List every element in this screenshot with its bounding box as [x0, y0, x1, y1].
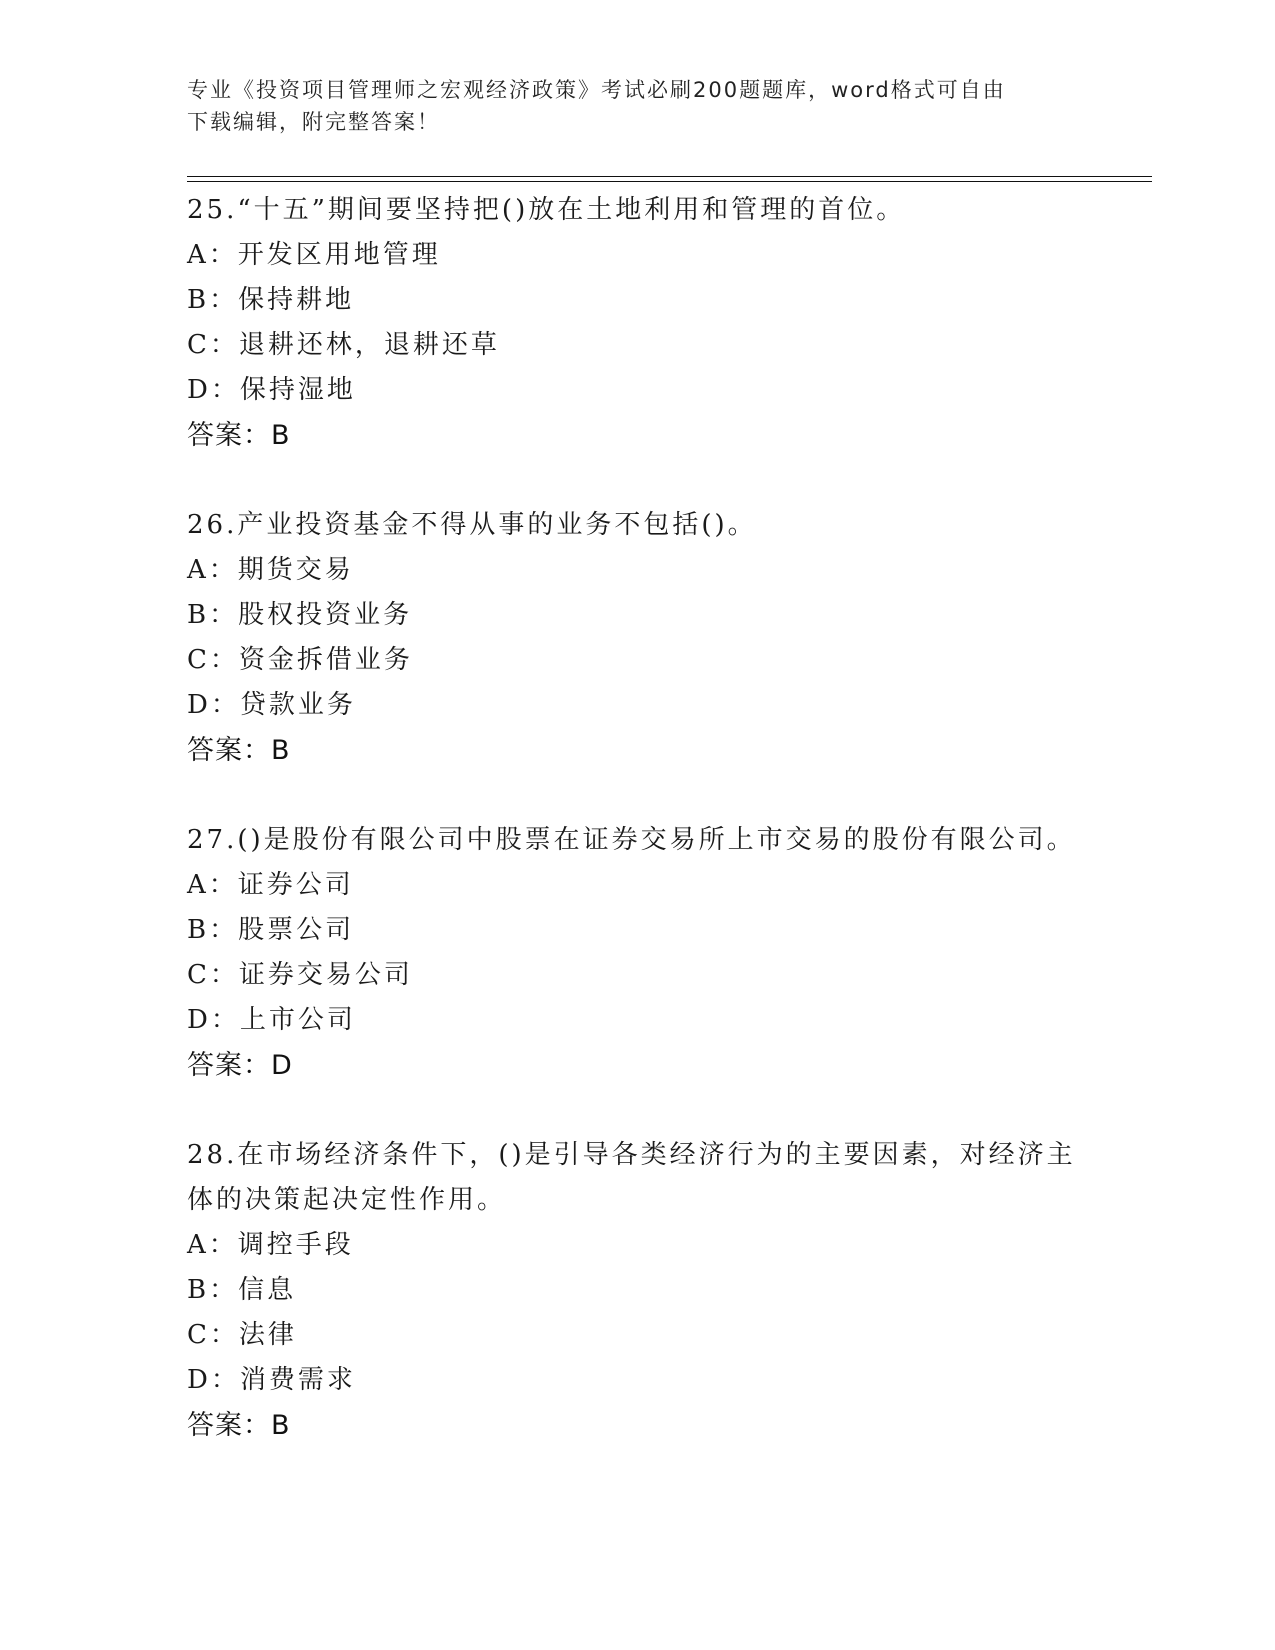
option-d: D：消费需求: [187, 1365, 356, 1395]
question-text: 25.“十五”期间要坚持把()放在土地利用和管理的首位。: [187, 195, 906, 225]
option-c: C：法律: [187, 1320, 297, 1350]
option-b: B：股权投资业务: [187, 600, 413, 630]
option-a: A：调控手段: [187, 1230, 354, 1260]
question-text: 27.()是股份有限公司中股票在证券交易所上市交易的股份有限公司。: [187, 825, 1076, 855]
answer: 答案：D: [187, 1050, 293, 1081]
question-25: [187, 188, 1087, 458]
question-text-continued: 体的决策起决定性作用。: [187, 1185, 507, 1215]
spacer: [187, 1088, 1087, 1133]
answer: 答案：B: [187, 1410, 291, 1441]
question-text: 26.产业投资基金不得从事的业务不包括()。: [187, 510, 757, 540]
question-26: [187, 503, 1087, 773]
header-rule-top: [187, 176, 1152, 177]
header-line-1: 专业《投资项目管理师之宏观经济政策》考试必刷200题题库，word格式可自由: [187, 78, 1006, 102]
option-c: C：资金拆借业务: [187, 645, 413, 675]
option-a: A：期货交易: [187, 555, 354, 585]
question-list: [187, 188, 1087, 1448]
header-rule-bottom: [187, 181, 1152, 182]
option-a: A：证券公司: [187, 870, 354, 900]
option-d: D：贷款业务: [187, 690, 356, 720]
option-b: B：股票公司: [187, 915, 355, 945]
question-27: [187, 818, 1087, 1088]
option-d: D：上市公司: [187, 1005, 356, 1035]
document-header: [187, 74, 1067, 138]
option-b: B：保持耕地: [187, 285, 355, 315]
answer: 答案：B: [187, 420, 291, 451]
option-c: C：证券交易公司: [187, 960, 413, 990]
option-a: A：开发区用地管理: [187, 240, 441, 270]
answer: 答案：B: [187, 735, 291, 766]
option-b: B：信息: [187, 1275, 297, 1305]
question-28: [187, 1133, 1087, 1448]
option-d: D：保持湿地: [187, 375, 356, 405]
option-c: C：退耕还林，退耕还草: [187, 330, 500, 360]
header-line-2: 下载编辑，附完整答案！: [187, 110, 440, 134]
spacer: [187, 773, 1087, 818]
spacer: [187, 458, 1087, 503]
question-text: 28.在市场经济条件下，()是引导各类经济行为的主要因素，对经济主: [187, 1140, 1076, 1170]
